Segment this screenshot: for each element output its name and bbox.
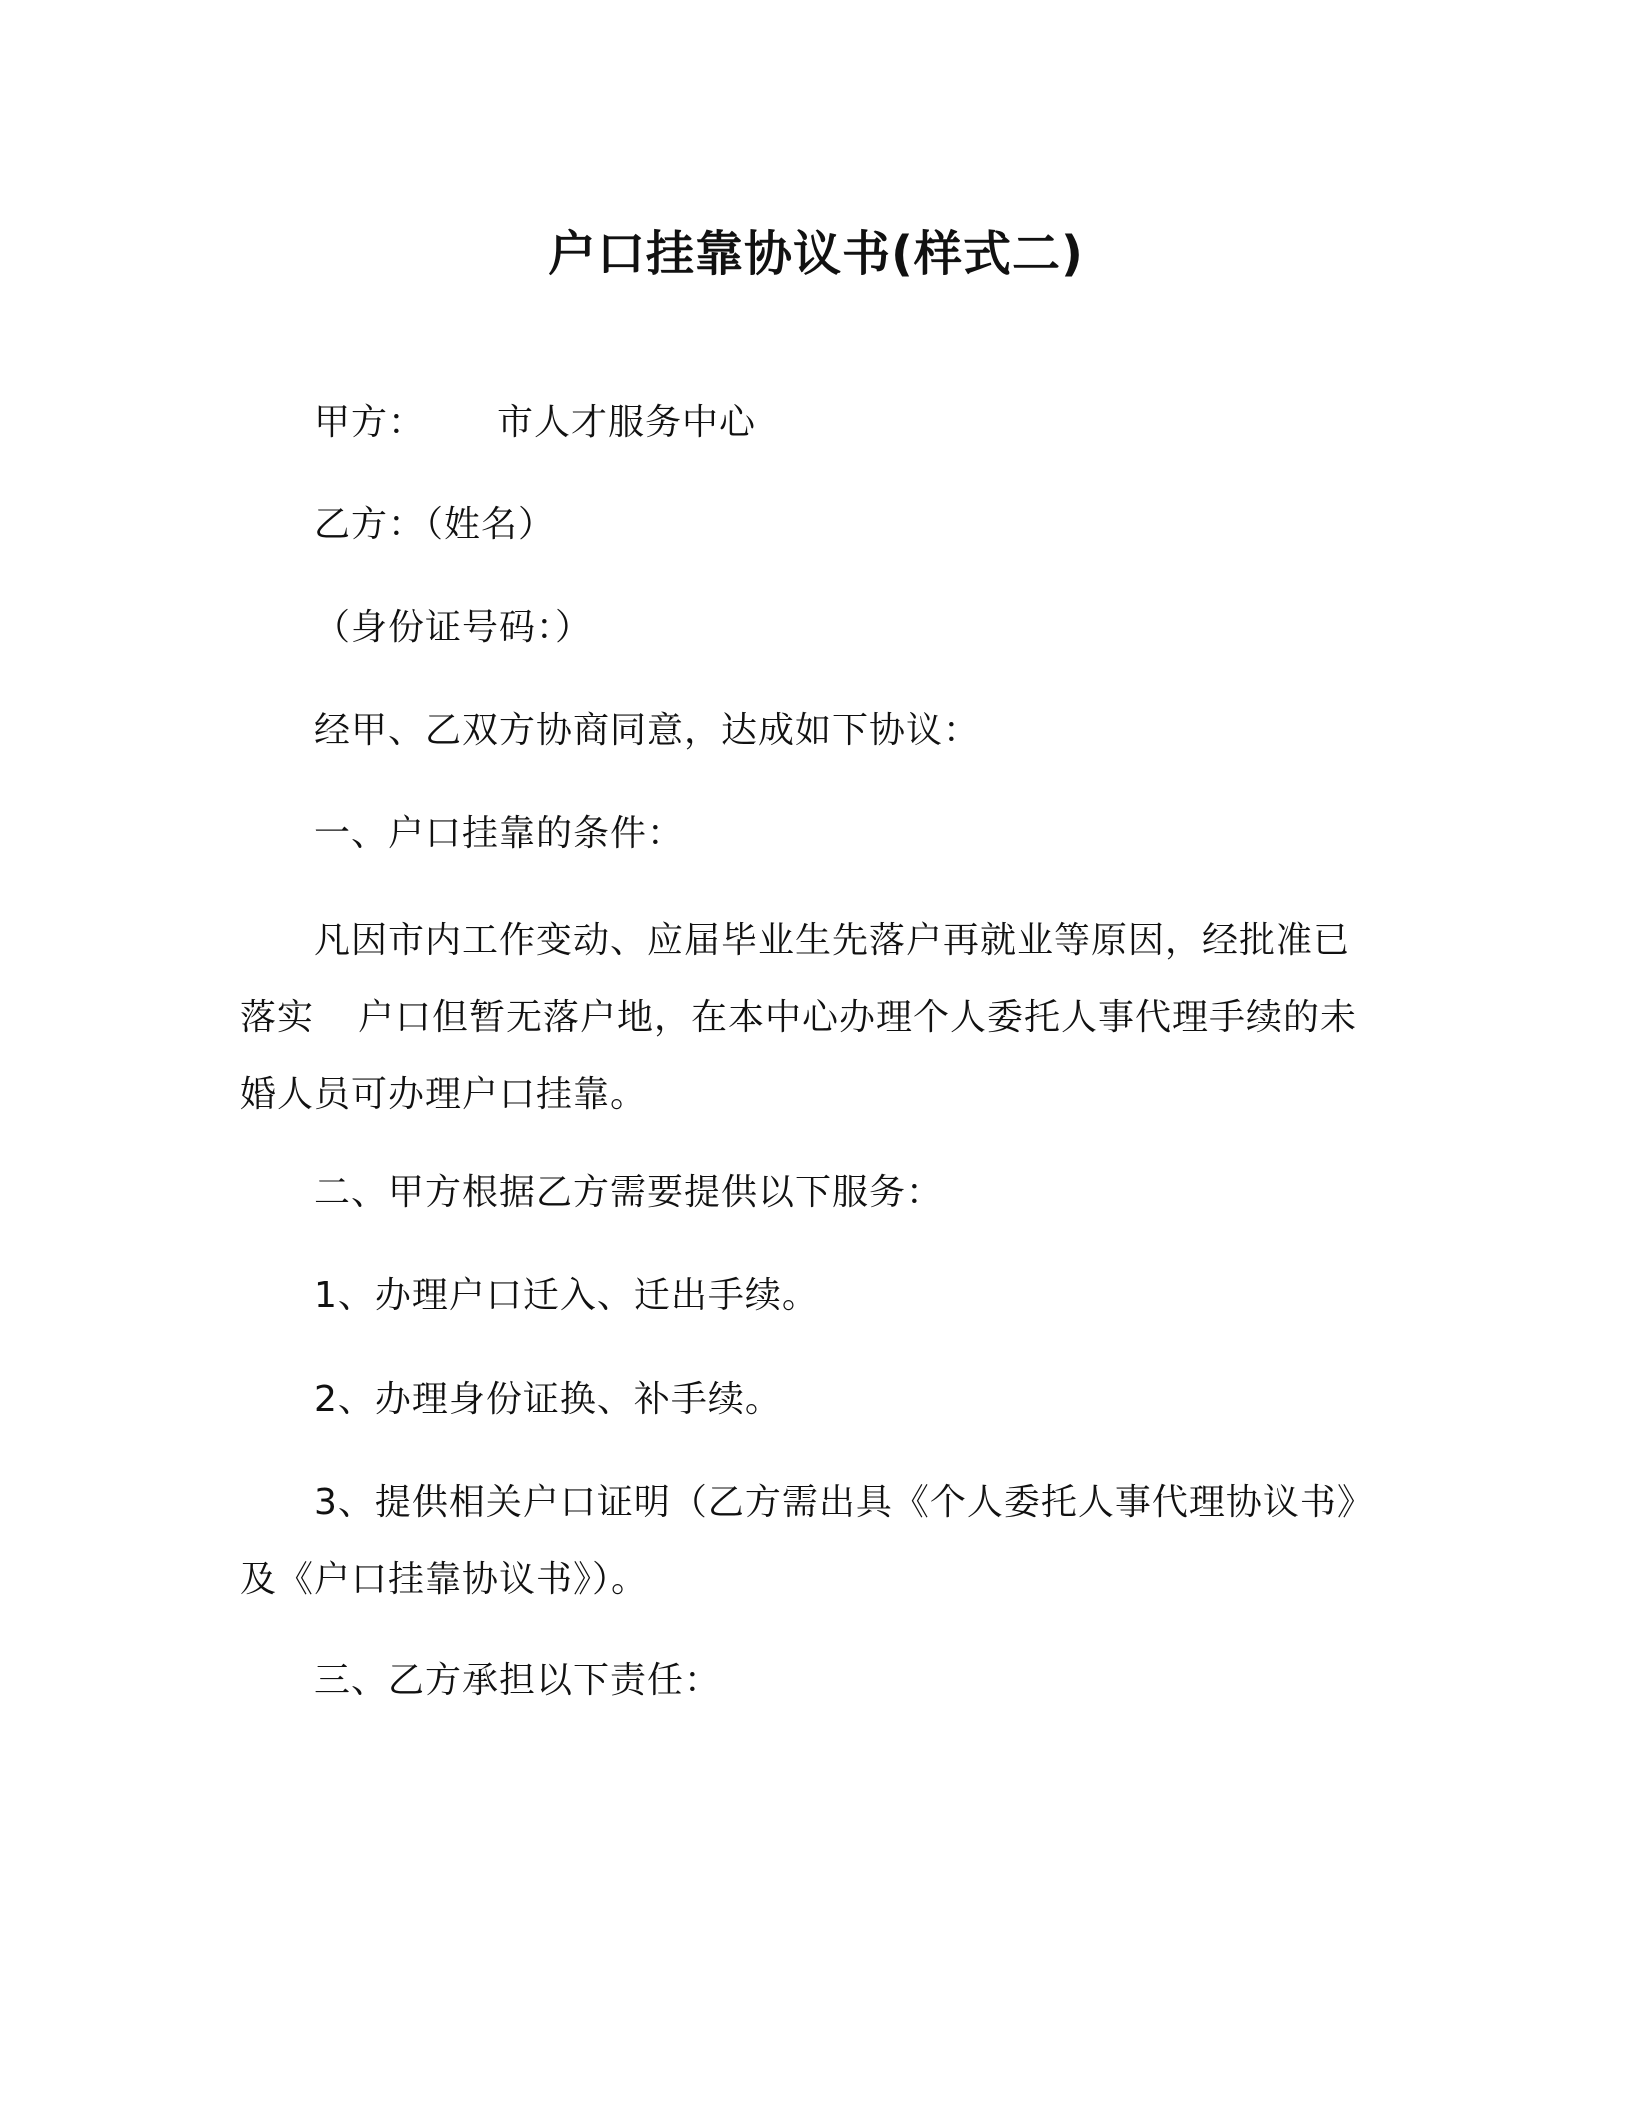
document-title: 户口挂靠协议书(样式二) (548, 226, 1084, 282)
section-1-paragraph (240, 902, 1380, 1133)
intro-line: 经甲、乙双方协商同意，达成如下协议： (314, 710, 981, 751)
section-1-line-2b: 户口但暂无落户地，在本中心办理个人委托人事代理手续的未 (358, 997, 1358, 1038)
section-1-line-2 (240, 979, 1380, 1056)
section-1-heading: 一、户口挂靠的条件： (314, 813, 685, 854)
section-2-heading: 二、甲方根据乙方需要提供以下服务： (314, 1172, 944, 1213)
section-1-line-1: 凡因市内工作变动、应届毕业生先落户再就业等原因，经批准已 (314, 920, 1351, 961)
item-3-line-2: 及《户口挂靠协议书》）。 (240, 1559, 649, 1600)
item-3-paragraph (240, 1464, 1380, 1618)
section-3-heading: 三、乙方承担以下责任： (314, 1660, 722, 1701)
party-b-line: 乙方：（姓名） (314, 504, 556, 545)
party-a-label: 甲方： (314, 402, 426, 443)
item-2: 2、办理身份证换、补手续。 (314, 1379, 782, 1420)
party-a-line (314, 398, 756, 448)
item-3-line-1: 3、提供相关户口证明（乙方需出具《个人委托人事代理协议书》 (314, 1482, 1374, 1523)
section-1-line-3: 婚人员可办理户口挂靠。 (240, 1074, 648, 1115)
party-a-value: 市人才服务中心 (497, 402, 757, 443)
item-1: 1、办理户口迁入、迁出手续。 (314, 1275, 819, 1316)
section-1-line-2a: 落实 (240, 997, 315, 1038)
id-number-line: （身份证号码：） (314, 607, 593, 648)
